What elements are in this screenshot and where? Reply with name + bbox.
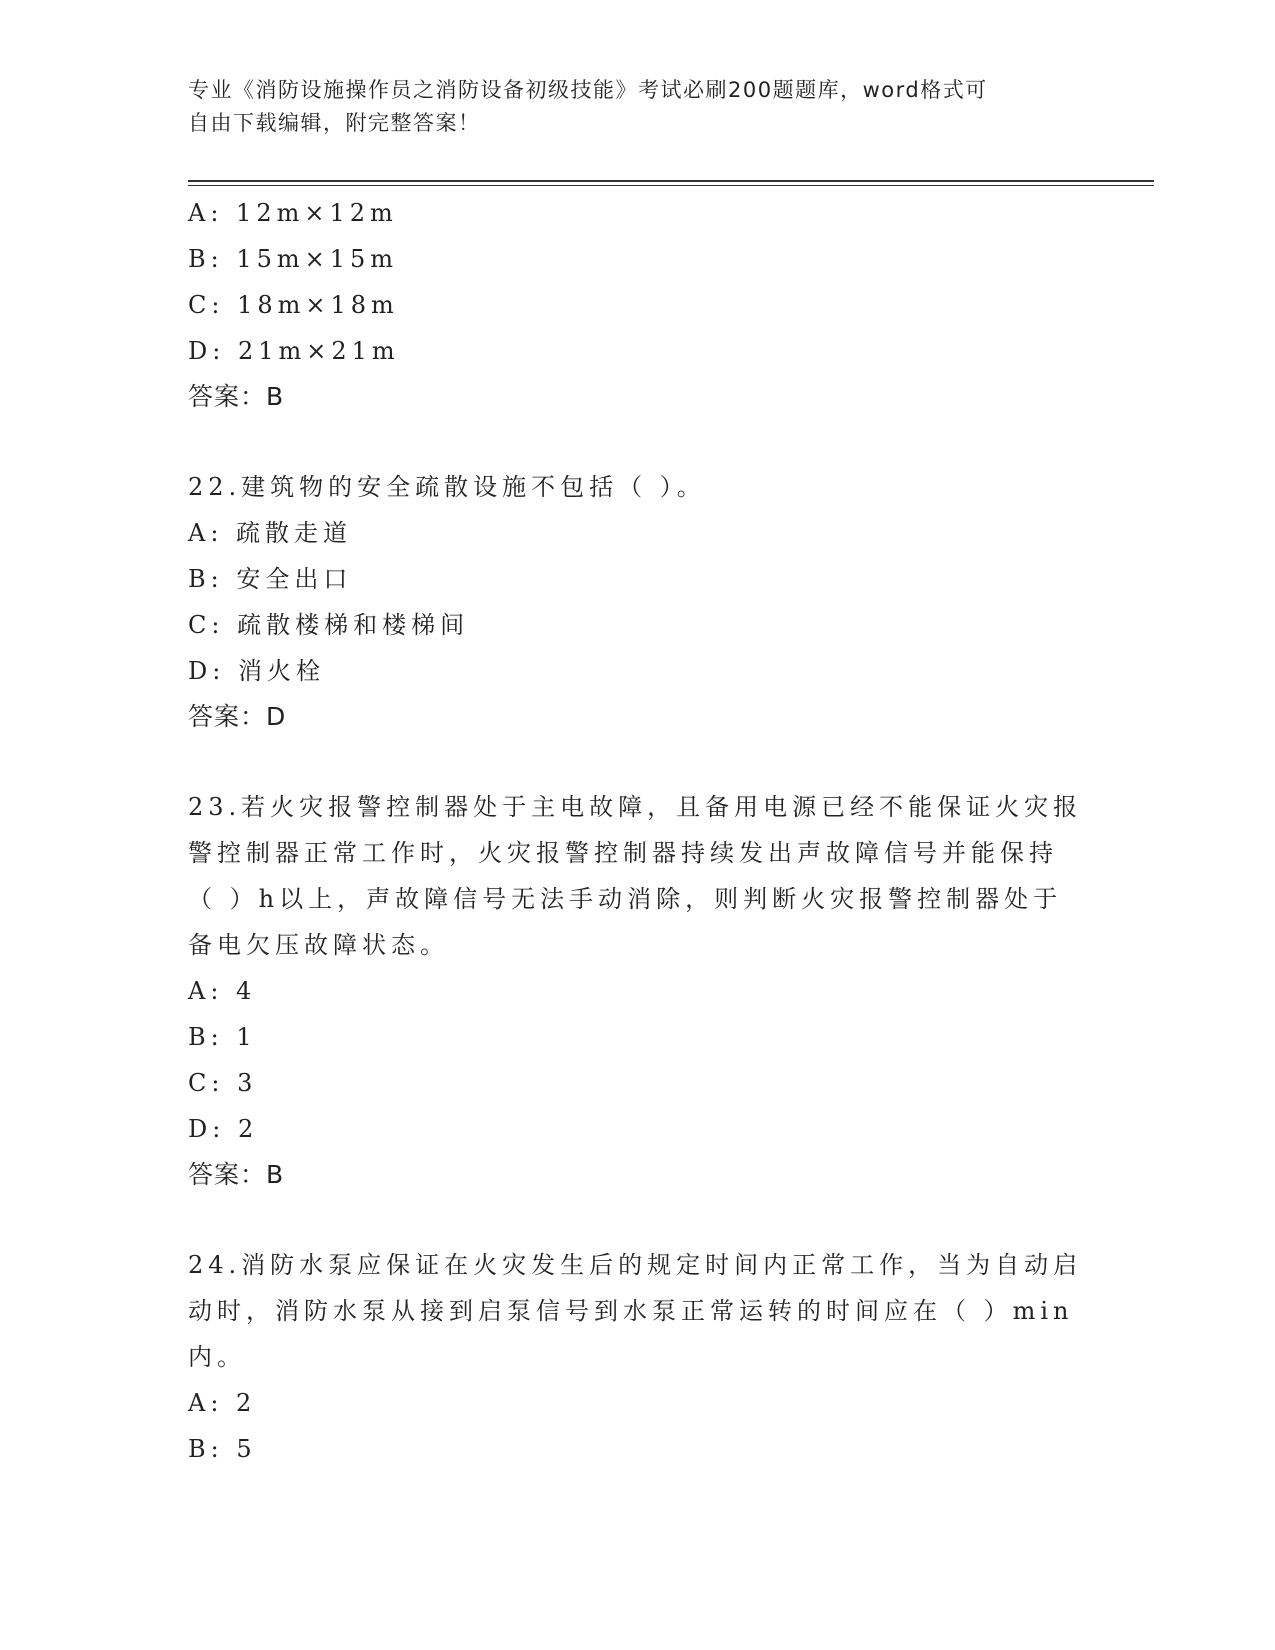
header-rule-thick	[188, 180, 1154, 182]
option-c: C: 3	[188, 1069, 258, 1097]
question-stem-line-3: （ ）h以上，声故障信号无法手动消除，则判断火灾报警控制器处于	[188, 885, 1063, 913]
option-b: B: 安全出口	[188, 565, 353, 593]
question-22	[188, 464, 1088, 740]
option-c: C: 18m×18m	[188, 291, 399, 319]
question-spacer	[188, 740, 1088, 784]
header-title-line-2: 自由下载编辑，附完整答案！	[188, 111, 481, 135]
question-23	[188, 784, 1088, 1198]
option-d: D: 21m×21m	[188, 337, 400, 365]
answer: 答案：D	[188, 702, 287, 731]
option-a: A: 12m×12m	[188, 199, 398, 227]
question-stem-line-4: 备电欠压故障状态。	[188, 931, 449, 959]
option-b: B: 15m×15m	[188, 245, 399, 273]
question-stem-line-1: 23.若火灾报警控制器处于主电故障，且备用电源已经不能保证火灾报	[188, 793, 1083, 821]
question-24	[188, 1242, 1088, 1472]
question-stem: 22.建筑物的安全疏散设施不包括（ ）。	[188, 473, 706, 501]
option-a: A: 4	[188, 977, 257, 1005]
option-d: D: 2	[188, 1115, 259, 1143]
question-stem-line-2: 警控制器正常工作时，火灾报警控制器持续发出声故障信号并能保持	[188, 839, 1058, 867]
header-rule-thin	[188, 185, 1154, 186]
option-b: B: 5	[188, 1435, 257, 1463]
question-stem-line-1: 24.消防水泵应保证在火灾发生后的规定时间内正常工作，当为自动启	[188, 1251, 1083, 1279]
option-b: B: 1	[188, 1023, 257, 1051]
option-a: A: 2	[188, 1389, 257, 1417]
question-stem-line-2: 动时，消防水泵从接到启泵信号到水泵正常运转的时间应在（ ）min	[188, 1297, 1074, 1325]
question-stem-line-3: 内。	[188, 1343, 246, 1371]
option-a: A: 疏散走道	[188, 519, 353, 547]
question-list	[188, 190, 1088, 1472]
question-21	[188, 190, 1088, 420]
header-title-line-1: 专业《消防设施操作员之消防设备初级技能》考试必刷200题题库，word格式可	[188, 78, 988, 102]
option-c: C: 疏散楼梯和楼梯间	[188, 611, 470, 639]
question-spacer	[188, 420, 1088, 464]
question-spacer	[188, 1198, 1088, 1242]
option-d: D: 消火栓	[188, 657, 325, 685]
answer: 答案：B	[188, 382, 285, 411]
document-header	[188, 74, 1068, 140]
answer: 答案：B	[188, 1160, 285, 1189]
